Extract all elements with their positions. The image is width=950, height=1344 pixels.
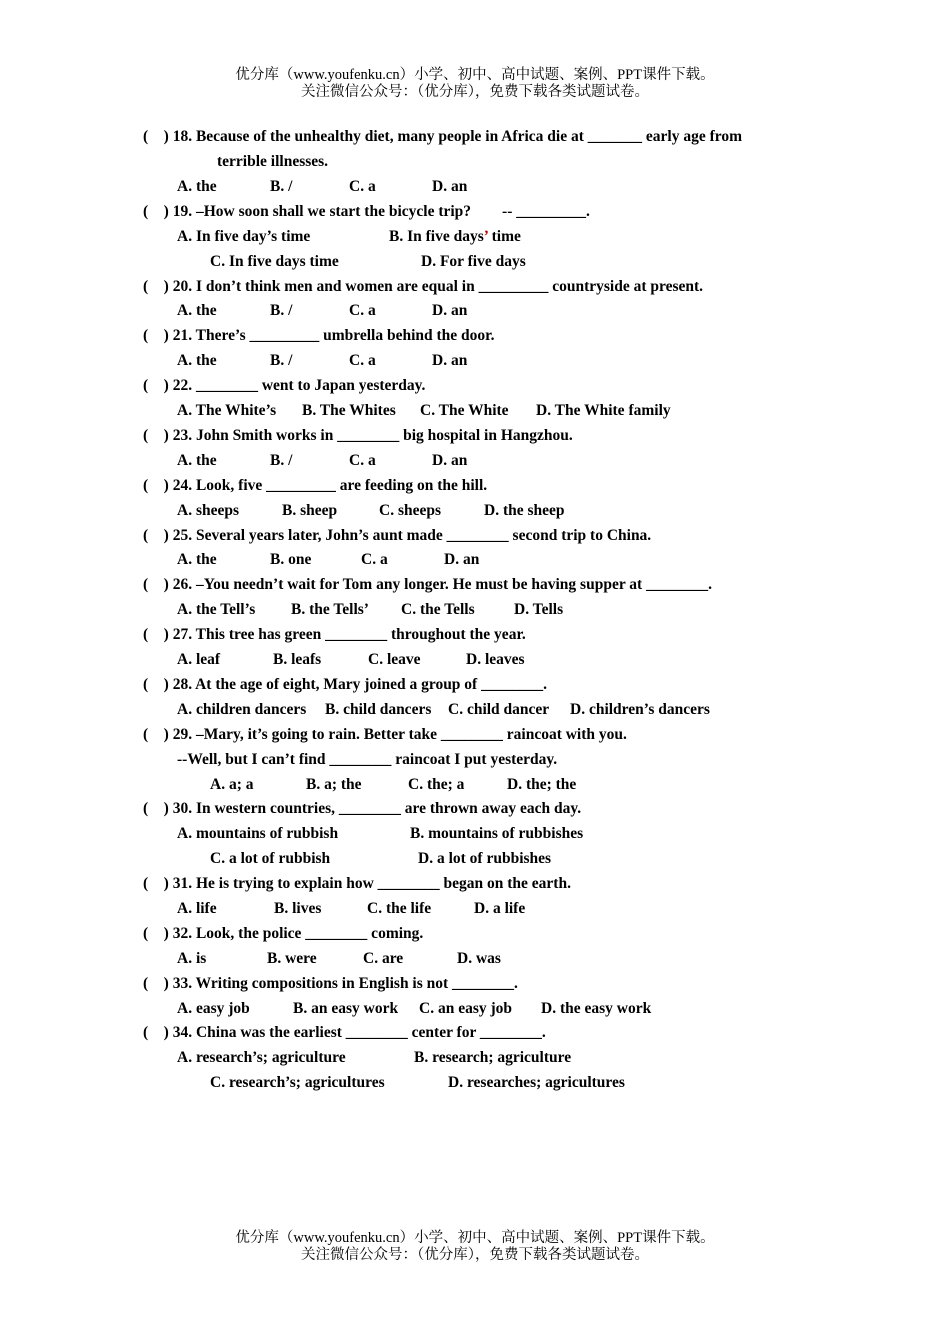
question-29-stem: ( ) 29. –Mary, it’s going to rain. Better take ________ raincoat with you. (143, 726, 627, 743)
q23-option-b: B. / (270, 452, 293, 469)
q33-option-d: D. the easy work (541, 1000, 652, 1017)
q31-option-d: D. a life (474, 900, 526, 917)
q28-option-d: D. children’s dancers (570, 701, 710, 718)
q31-option-c: C. the life (367, 900, 432, 917)
q32-option-c: C. are (363, 950, 404, 967)
q18-option-d: D. an (432, 178, 468, 195)
page-footer (0, 1230, 950, 1264)
q30-option-d: D. a lot of rubbishes (418, 850, 552, 867)
q29-option-d: D. the; the (507, 776, 577, 793)
q24-option-d: D. the sheep (484, 502, 565, 519)
q30-option-c: C. a lot of rubbish (210, 850, 331, 867)
q30-option-b: B. mountains of rubbishes (410, 825, 584, 842)
q24-option-b: B. sheep (282, 502, 338, 519)
q20-option-b: B. / (270, 302, 293, 319)
q23-option-d: D. an (432, 452, 468, 469)
q28-option-b: B. child dancers (325, 701, 432, 718)
question-28-stem: ( ) 28. At the age of eight, Mary joined a group of ________. (143, 676, 547, 693)
question-19-stem: ( ) 19. –How soon shall we start the bicycle trip? -- _________. (143, 203, 590, 220)
q20-option-a: A. the (177, 302, 217, 319)
q21-option-c: C. a (349, 352, 376, 369)
q26-option-a: A. the Tell’s (177, 601, 256, 618)
question-22-stem: ( ) 22. ________ went to Japan yesterday. (143, 377, 426, 394)
question-33-stem: ( ) 33. Writing compositions in English is not ________. (143, 975, 518, 992)
q33-option-c: C. an easy job (419, 1000, 513, 1017)
header-line-2: 关注微信公众号：（优分库），免费下载各类试题试卷。 (301, 84, 649, 100)
page-header (0, 67, 950, 101)
q21-option-a: A. the (177, 352, 217, 369)
q23-option-a: A. the (177, 452, 217, 469)
question-21-stem: ( ) 21. There’s _________ umbrella behind the door. (143, 327, 495, 344)
q29-option-c: C. the; a (408, 776, 465, 793)
q34-option-a: A. research’s; agriculture (177, 1049, 346, 1066)
q34-option-b: B. research; agriculture (414, 1049, 572, 1066)
q31-option-a: A. life (177, 900, 217, 917)
q22-option-c: C. The White (420, 402, 509, 419)
question-31-stem: ( ) 31. He is trying to explain how ________ began on the earth. (143, 875, 571, 892)
q32-option-a: A. is (177, 950, 207, 967)
question-24-stem: ( ) 24. Look, five _________ are feeding on the hill. (143, 477, 488, 494)
question-26-stem: ( ) 26. –You needn’t wait for Tom any longer. He must be having supper at ________. (143, 576, 712, 593)
q25-option-a: A. the (177, 551, 217, 568)
q27-option-c: C. leave (368, 651, 421, 668)
q25-option-b: B. one (270, 551, 312, 568)
footer-line-1: 优分库（www.youfenku.cn）小学、初中、高中试题、案例、PPT课件下载。 (235, 1230, 715, 1246)
q21-option-b: B. / (270, 352, 293, 369)
q23-option-c: C. a (349, 452, 376, 469)
q29-option-a: A. a; a (210, 776, 254, 793)
q25-option-d: D. an (444, 551, 480, 568)
question-34-stem: ( ) 34. China was the earliest ________ center for ________. (143, 1024, 546, 1041)
q26-option-b: B. the Tells’ (291, 601, 369, 618)
q27-option-d: D. leaves (466, 651, 525, 668)
footer-line-2: 关注微信公众号：（优分库），免费下载各类试题试卷。 (301, 1247, 649, 1263)
q32-option-d: D. was (457, 950, 501, 967)
q18-option-b: B. / (270, 178, 293, 195)
question-23-stem: ( ) 23. John Smith works in ________ big hospital in Hangzhou. (143, 427, 573, 444)
q32-option-b: B. were (267, 950, 317, 967)
question-20-stem: ( ) 20. I don’t think men and women are equal in _________ countryside at present. (143, 278, 704, 295)
question-29-stem-continued: --Well, but I can’t find ________ raincoat I put yesterday. (177, 751, 558, 768)
q29-option-b: B. a; the (306, 776, 362, 793)
q22-option-d: D. The White family (536, 402, 671, 419)
q25-option-c: C. a (361, 551, 388, 568)
q22-option-b: B. The Whites (302, 402, 396, 419)
q33-option-a: A. easy job (177, 1000, 250, 1017)
q26-option-d: D. Tells (514, 601, 564, 618)
q22-option-a: A. The White’s (177, 402, 277, 419)
q19-option-c: C. In five days time (210, 253, 339, 270)
q24-option-a: A. sheeps (177, 502, 240, 519)
q24-option-c: C. sheeps (379, 502, 442, 519)
q20-option-d: D. an (432, 302, 468, 319)
q31-option-b: B. lives (274, 900, 322, 917)
question-32-stem: ( ) 32. Look, the police ________ coming. (143, 925, 424, 942)
q21-option-d: D. an (432, 352, 468, 369)
q19-option-b: B. In five days’ time (389, 228, 521, 245)
q19-option-a: A. In five day’s time (177, 228, 311, 245)
q27-option-a: A. leaf (177, 651, 221, 668)
q20-option-c: C. a (349, 302, 376, 319)
q30-option-a: A. mountains of rubbish (177, 825, 339, 842)
q34-option-c: C. research’s; agricultures (210, 1074, 385, 1091)
question-25-stem: ( ) 25. Several years later, John’s aunt made ________ second trip to China. (143, 527, 652, 544)
question-18-stem-continued: terrible illnesses. (217, 153, 329, 170)
q26-option-c: C. the Tells (401, 601, 475, 618)
q28-option-c: C. child dancer (448, 701, 550, 718)
q27-option-b: B. leafs (273, 651, 322, 668)
header-line-1: 优分库（www.youfenku.cn）小学、初中、高中试题、案例、PPT课件下载。 (235, 67, 715, 83)
question-30-stem: ( ) 30. In western countries, ________ are thrown away each day. (143, 800, 582, 817)
q18-option-c: C. a (349, 178, 376, 195)
q34-option-d: D. researches; agricultures (448, 1074, 625, 1091)
q19-option-d: D. For five days (421, 253, 526, 270)
q18-option-a: A. the (177, 178, 217, 195)
q28-option-a: A. children dancers (177, 701, 307, 718)
q33-option-b: B. an easy work (293, 1000, 399, 1017)
question-27-stem: ( ) 27. This tree has green ________ throughout the year. (143, 626, 526, 643)
question-18-stem: ( ) 18. Because of the unhealthy diet, many people in Africa die at _______ early age from (143, 128, 742, 145)
